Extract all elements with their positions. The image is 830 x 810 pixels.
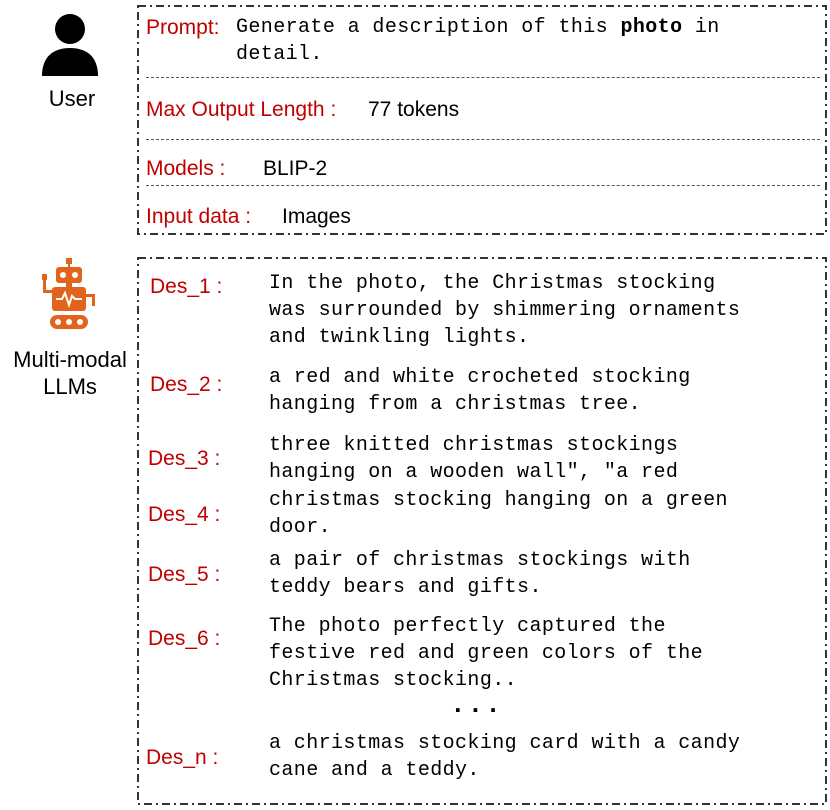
des-text <box>269 613 703 694</box>
des-line: The photo perfectly captured the <box>269 615 666 638</box>
des-text <box>269 432 678 486</box>
models-label: Models : <box>146 157 226 180</box>
des-text <box>269 547 691 601</box>
des-line: In the photo, the Christmas stocking <box>269 272 716 295</box>
prompt-text-line2: detail. <box>236 43 323 66</box>
model-side-label <box>4 346 136 400</box>
user-label: User <box>48 86 96 111</box>
des-label: Des_6 : <box>148 627 221 650</box>
prompt-label: Prompt: <box>146 16 220 39</box>
des-line: hanging on a wooden wall", "a red <box>269 461 679 484</box>
des-text <box>269 487 728 541</box>
des-line: was surrounded by shimmering ornaments <box>269 299 741 322</box>
models-value: BLIP-2 <box>263 157 328 180</box>
des-text <box>269 730 740 784</box>
des-line: festive red and green colors of the <box>269 642 704 665</box>
prompt-text-before: Generate a description of this <box>236 16 621 39</box>
separator <box>146 77 820 78</box>
des-line: christmas stocking hanging on a green <box>269 489 728 512</box>
user-icon <box>38 12 102 76</box>
separator <box>146 139 820 140</box>
des-line: and twinkling lights. <box>269 326 530 349</box>
des-line: teddy bears and gifts. <box>269 576 542 599</box>
des-line: a christmas stocking card with a candy <box>269 732 741 755</box>
input-label: Input data : <box>146 205 252 228</box>
model-side-label-line1: Multi-modal <box>13 347 127 372</box>
max-length-label: Max Output Length : <box>146 98 337 121</box>
prompt-text-after: in <box>682 16 720 39</box>
des-line: a red and white crocheted stocking <box>269 366 691 389</box>
des-text <box>269 270 740 351</box>
robot-icon <box>40 258 98 334</box>
max-length-value: 77 tokens <box>368 98 460 121</box>
des-line: cane and a teddy. <box>269 759 480 782</box>
input-value: Images <box>282 205 351 228</box>
des-label: Des_2 : <box>150 373 223 396</box>
des-line: Christmas stocking.. <box>269 669 518 692</box>
des-line: a pair of christmas stockings with <box>269 549 691 572</box>
des-line: three knitted christmas stockings <box>269 434 679 457</box>
des-line: hanging from a christmas tree. <box>269 393 642 416</box>
prompt-text-bold: photo <box>620 16 683 39</box>
separator <box>146 185 820 186</box>
prompt-text <box>236 14 720 41</box>
des-line: door. <box>269 516 332 539</box>
des-label: Des_5 : <box>148 563 221 586</box>
model-side-label-line2: LLMs <box>43 374 97 399</box>
des-label: Des_4 : <box>148 503 221 526</box>
des-label: Des_n : <box>146 746 219 769</box>
des-label: Des_1 : <box>150 275 223 298</box>
ellipsis: ... <box>450 690 503 720</box>
des-text <box>269 364 691 418</box>
des-label: Des_3 : <box>148 447 221 470</box>
